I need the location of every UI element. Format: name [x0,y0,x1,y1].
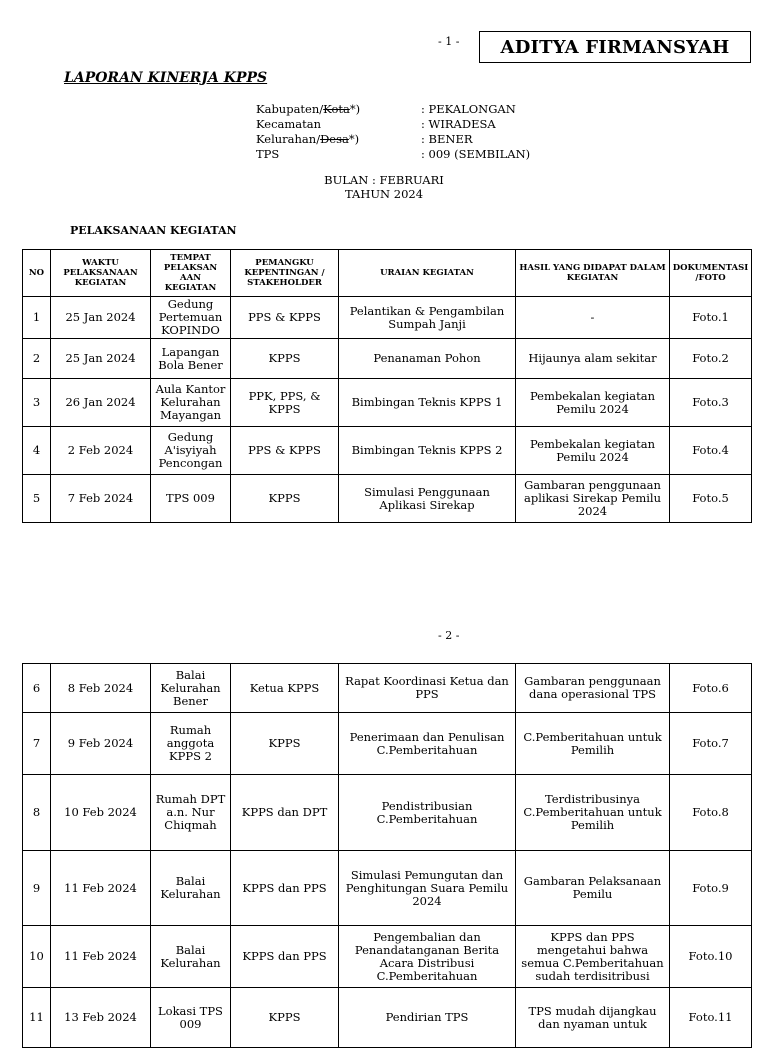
kecamatan-label: Kecamatan [256,117,322,131]
uraian-cell: Penerimaan dan Penulisan C.Pemberitahuan [339,713,516,775]
hasil-cell: Gambaran penggunaan aplikasi Sirekap Pemilu 2024 [516,475,670,523]
page-number-2: - 2 - [438,629,460,642]
no-cell: 2 [23,339,51,379]
pemangku-cell: KPPS [231,713,339,775]
waktu-cell: 13 Feb 2024 [51,988,151,1048]
dokumentasi-cell: Foto.2 [670,339,752,379]
no-cell: 8 [23,775,51,851]
uraian-cell: Pelantikan & Pengambilan Sumpah Janji [339,297,516,339]
tempat-cell: Gedung A'isyiyah Pencongan [151,427,231,475]
pemangku-cell: PPS & KPPS [231,427,339,475]
uraian-cell: Simulasi Penggunaan Aplikasi Sirekap [339,475,516,523]
pemangku-cell: KPPS dan PPS [231,851,339,926]
pemangku-cell: KPPS [231,988,339,1048]
hasil-cell: Gambaran Pelaksanaan Pemilu [516,851,670,926]
hasil-cell: KPPS dan PPS mengetahui bahwa semua C.Pemberitahuan sudah terdisitribusi [516,926,670,988]
pemangku-cell: PPK, PPS, & KPPS [231,379,339,427]
kabupaten-value: : PEKALONGAN [421,102,516,116]
header-hasil: HASIL YANG DIDAPAT DALAM KEGIATAN [516,250,670,297]
tps-label: TPS [256,147,280,161]
tps-value: : 009 (SEMBILAN) [421,147,531,161]
tempat-cell: Balai Kelurahan Bener [151,664,231,713]
dokumentasi-cell: Foto.6 [670,664,752,713]
hasil-cell: TPS mudah dijangkau dan nyaman untuk [516,988,670,1048]
waktu-cell: 11 Feb 2024 [51,926,151,988]
uraian-cell: Pendistribusian C.Pemberitahuan [339,775,516,851]
bulan-line: BULAN : FEBRUARI [324,173,444,187]
table-row [23,339,752,379]
tempat-cell: Balai Kelurahan [151,851,231,926]
dokumentasi-cell: Foto.5 [670,475,752,523]
hasil-cell: Pembekalan kegiatan Pemilu 2024 [516,379,670,427]
uraian-cell: Pendirian TPS [339,988,516,1048]
uraian-cell: Bimbingan Teknis KPPS 1 [339,379,516,427]
header-no: NO [23,250,51,297]
hasil-cell: Pembekalan kegiatan Pemilu 2024 [516,427,670,475]
uraian-cell: Bimbingan Teknis KPPS 2 [339,427,516,475]
tempat-cell: Balai Kelurahan [151,926,231,988]
report-title: LAPORAN KINERJA KPPS [64,70,268,86]
table-row [23,475,752,523]
tempat-cell: Aula Kantor Kelurahan Mayangan [151,379,231,427]
hasil-cell: C.Pemberitahuan untuk Pemilih [516,713,670,775]
dokumentasi-cell: Foto.9 [670,851,752,926]
uraian-cell: Penanaman Pohon [339,339,516,379]
header-pemangku: PEMANGKU KEPENTINGAN / STAKEHOLDER [231,250,339,297]
waktu-cell: 26 Jan 2024 [51,379,151,427]
table-row [23,664,752,713]
tahun-line: TAHUN 2024 [344,187,424,201]
header-dokumentasi: DOKUMENTASI /FOTO [670,250,752,297]
no-cell: 4 [23,427,51,475]
table-row [23,775,752,851]
activity-table-page2 [22,663,752,1048]
no-cell: 9 [23,851,51,926]
tempat-cell: Gedung Pertemuan KOPINDO [151,297,231,339]
info-labels [256,102,360,162]
table-row [23,988,752,1048]
no-cell: 5 [23,475,51,523]
uraian-cell: Pengembalian dan Penandatanganan Berita Acara Distribusi C.Pemberitahuan [339,926,516,988]
header-waktu: WAKTU PELAKSANAAN KEGIATAN [51,250,151,297]
activity-table-page1 [22,249,752,523]
tempat-cell: Rumah anggota KPPS 2 [151,713,231,775]
tempat-cell: TPS 009 [151,475,231,523]
page-number-1: - 1 - [438,35,460,48]
kelurahan-label: Kelurahan/Desa*) [256,132,360,146]
pemangku-cell: KPPS dan PPS [231,926,339,988]
header-tempat: TEMPAT PELAKSAN AAN KEGIATAN [151,250,231,297]
uraian-cell: Rapat Koordinasi Ketua dan PPS [339,664,516,713]
dokumentasi-cell: Foto.7 [670,713,752,775]
waktu-cell: 10 Feb 2024 [51,775,151,851]
table-row [23,713,752,775]
dokumentasi-cell: Foto.8 [670,775,752,851]
waktu-cell: 8 Feb 2024 [51,664,151,713]
table-row [23,297,752,339]
no-cell: 3 [23,379,51,427]
pemangku-cell: PPS & KPPS [231,297,339,339]
table-row [23,851,752,926]
kecamatan-value: : WIRADESA [421,117,496,131]
table-row [23,926,752,988]
uraian-cell: Simulasi Pemungutan dan Penghitungan Suara Pemilu 2024 [339,851,516,926]
hasil-cell: Terdistribusinya C.Pemberitahuan untuk Pemilih [516,775,670,851]
pemangku-cell: Ketua KPPS [231,664,339,713]
waktu-cell: 25 Jan 2024 [51,339,151,379]
waktu-cell: 2 Feb 2024 [51,427,151,475]
dokumentasi-cell: Foto.1 [670,297,752,339]
name-box: ADITYA FIRMANSYAH [479,31,751,63]
no-cell: 7 [23,713,51,775]
table-row [23,427,752,475]
header-uraian: URAIAN KEGIATAN [339,250,516,297]
hasil-cell: - [516,297,670,339]
waktu-cell: 25 Jan 2024 [51,297,151,339]
table-header-row [23,250,752,297]
tempat-cell: Lokasi TPS 009 [151,988,231,1048]
dokumentasi-cell: Foto.10 [670,926,752,988]
no-cell: 1 [23,297,51,339]
table-row [23,379,752,427]
tempat-cell: Rumah DPT a.n. Nur Chiqmah [151,775,231,851]
waktu-cell: 11 Feb 2024 [51,851,151,926]
dokumentasi-cell: Foto.3 [670,379,752,427]
dokumentasi-cell: Foto.11 [670,988,752,1048]
pemangku-cell: KPPS dan DPT [231,775,339,851]
hasil-cell: Gambaran penggunaan dana operasional TPS [516,664,670,713]
no-cell: 11 [23,988,51,1048]
hasil-cell: Hijaunya alam sekitar [516,339,670,379]
section-title: PELAKSANAAN KEGIATAN [70,224,237,237]
tempat-cell: Lapangan Bola Bener [151,339,231,379]
dokumentasi-cell: Foto.4 [670,427,752,475]
no-cell: 10 [23,926,51,988]
kabupaten-label: Kabupaten/Kota*) [256,102,361,116]
waktu-cell: 9 Feb 2024 [51,713,151,775]
no-cell: 6 [23,664,51,713]
kelurahan-value: : BENER [421,132,473,146]
info-values [421,102,530,162]
waktu-cell: 7 Feb 2024 [51,475,151,523]
pemangku-cell: KPPS [231,475,339,523]
pemangku-cell: KPPS [231,339,339,379]
